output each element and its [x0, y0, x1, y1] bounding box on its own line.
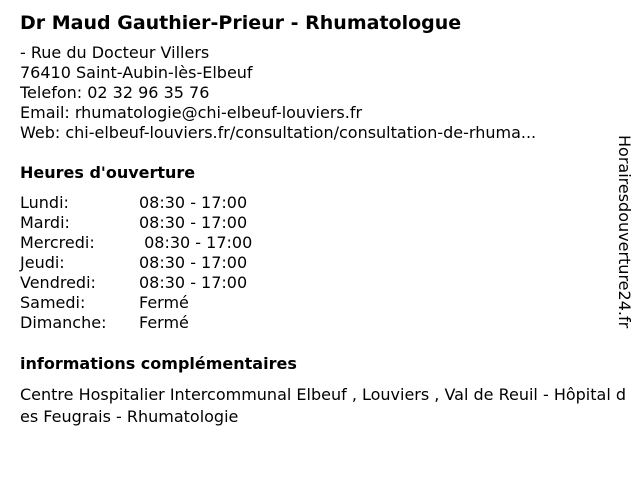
- time-value: 08:30 - 17:00: [139, 273, 248, 292]
- time-value: 08:30 - 17:00: [139, 233, 253, 252]
- site-watermark: Horairesdouverture24.fr: [615, 135, 634, 329]
- time-value: 08:30 - 17:00: [139, 213, 248, 232]
- day-label: Dimanche:: [20, 313, 107, 332]
- page-title: Dr Maud Gauthier-Prieur - Rhumatologue: [20, 12, 462, 34]
- hours-heading: Heures d'ouverture: [20, 163, 196, 182]
- day-label: Vendredi:: [20, 273, 96, 292]
- time-value: Fermé: [139, 293, 189, 312]
- hours-row-wednesday: [20, 233, 320, 253]
- address-block: [20, 43, 536, 143]
- hours-row-saturday: [20, 293, 320, 313]
- hours-row-monday: [20, 193, 320, 213]
- city-address: 76410 Saint-Aubin-lès-Elbeuf: [20, 63, 253, 82]
- info-heading: informations complémentaires: [20, 354, 297, 373]
- day-label: Jeudi:: [20, 253, 65, 272]
- phone-number: Telefon: 02 32 96 35 76: [20, 83, 210, 102]
- street-address: - Rue du Docteur Villers: [20, 43, 210, 62]
- info-description: Centre Hospitalier Intercommunal Elbeuf , Louviers , Val de Reuil - Hôpital des Feugrais - Rhumatologie: [20, 385, 627, 426]
- hours-row-sunday: [20, 313, 320, 333]
- day-label: Lundi:: [20, 193, 69, 212]
- hours-row-friday: [20, 273, 320, 293]
- website-link: Web: chi-elbeuf-louviers.fr/consultation/consultation-de-rhuma...: [20, 123, 537, 142]
- email-address: Email: rhumatologie@chi-elbeuf-louviers.fr: [20, 103, 363, 122]
- opening-hours-table: [20, 193, 320, 333]
- hours-row-thursday: [20, 253, 320, 273]
- hours-row-tuesday: [20, 213, 320, 233]
- time-value: 08:30 - 17:00: [139, 193, 248, 212]
- day-label: Mercredi:: [20, 233, 95, 252]
- day-label: Mardi:: [20, 213, 70, 232]
- day-label: Samedi:: [20, 293, 86, 312]
- time-value: Fermé: [139, 313, 189, 332]
- time-value: 08:30 - 17:00: [139, 253, 248, 272]
